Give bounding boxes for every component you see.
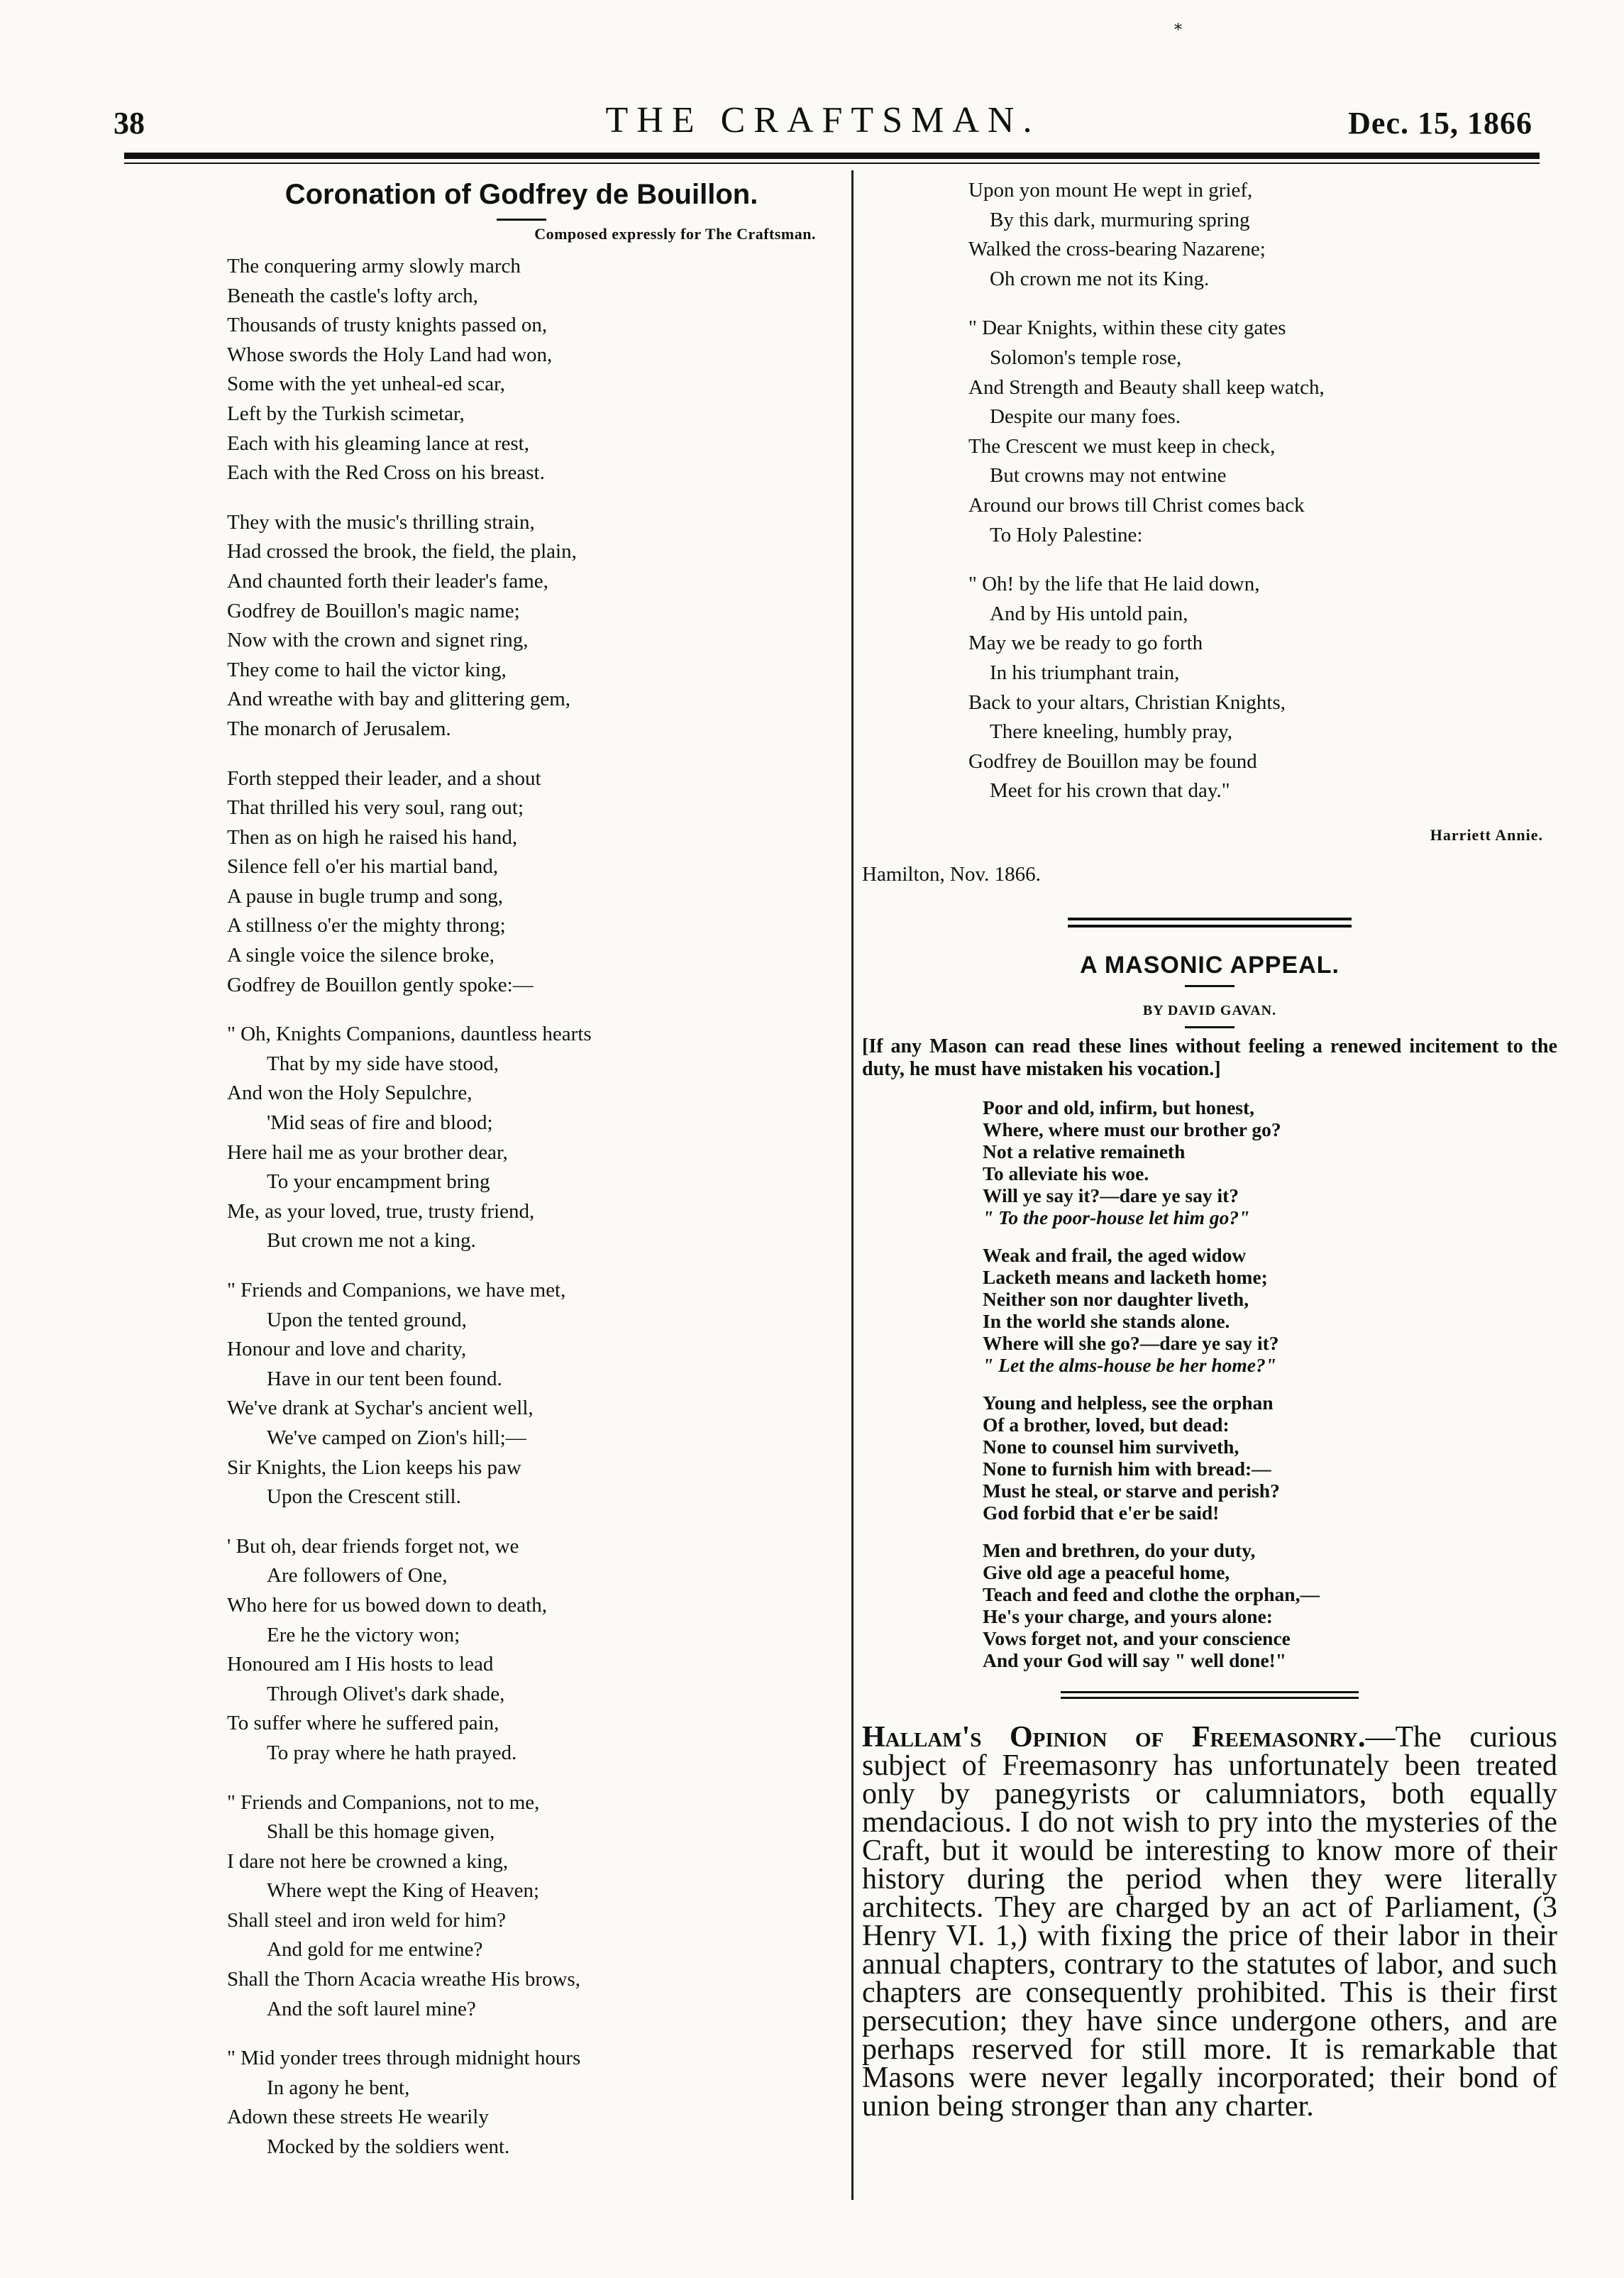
verse-line: But crowns may not entwine	[990, 464, 1227, 488]
verse-line: Me, as your loved, true, trusty friend,	[227, 1199, 535, 1223]
verse-line: " Oh! by the life that He laid down,	[968, 573, 1260, 596]
verse-line: Godfrey de Bouillon's magic name;	[227, 599, 520, 622]
verse-line: And the soft laurel mine?	[267, 1997, 476, 2020]
verse-line: Will ye say it?—dare ye say it?	[983, 1184, 1239, 1206]
verse-line: The conquering army slowly march	[227, 255, 521, 277]
page-header	[114, 99, 1532, 149]
verse-line: Godfrey de Bouillon gently spoke:—	[227, 973, 534, 996]
verse-line: To suffer where he suffered pain,	[227, 1712, 499, 1735]
verse-line: A stillness o'er the mighty throng;	[227, 914, 506, 937]
stanza	[983, 1539, 1557, 1671]
verse-line: Honour and love and charity,	[227, 1338, 467, 1361]
verse-line: A single voice the silence broke,	[227, 944, 495, 967]
stanza	[968, 314, 1557, 550]
hallam-heading: Hallam's Opinion of Freemasonry.	[862, 1720, 1366, 1754]
verse-line: But crown me not a king.	[267, 1229, 476, 1253]
stanza	[983, 1096, 1557, 1228]
verse-line: " Dear Knights, within these city gates	[968, 317, 1286, 340]
verse-line: Not a relative remaineth	[983, 1140, 1186, 1162]
verse-line: Silence fell o'er his martial band,	[227, 855, 499, 879]
verse-line: That by my side have stood,	[267, 1052, 499, 1075]
verse-line: A pause in bugle trump and song,	[227, 884, 504, 908]
verse-line: Shall be this homage given,	[267, 1820, 495, 1844]
section-divider	[1068, 918, 1352, 928]
hallam-text: —The curious subject of Freemasonry has unfortunately been treated only by panegyrists or calumniators, both equally mendacious. I do not wish to pry into the mysteries of the Craft, but it would be interesting to know more of their history during the period when they were literally architects. They are charged by an act of Parliament, (3 Henry VI. 1,) with fixing the price of their labor in their annual chapters, contrary to the statutes of labor, and such chapters are consequently prohibited. This is their first persecution; they have since undergone others, and are perhaps reserved for still more. It is remarkable that Masons were never legally incorporated; their bond of union being stronger than any charter.	[862, 1720, 1557, 2123]
verse-line: Teach and feed and clothe the orphan,—	[983, 1583, 1320, 1605]
stanza	[968, 176, 1557, 294]
verse-line: Who here for us bowed down to death,	[227, 1593, 547, 1617]
verse-line: Must he steal, or starve and perish?	[983, 1479, 1280, 1502]
verse-line: Had crossed the brook, the field, the plain,	[227, 540, 577, 563]
verse-line: Of a brother, loved, but dead:	[983, 1413, 1230, 1436]
verse-line: Young and helpless, see the orphan	[983, 1391, 1274, 1414]
verse-line: To Holy Palestine:	[990, 523, 1143, 546]
verse-line: Neither son nor daughter liveth,	[983, 1287, 1249, 1310]
verse-line: Oh crown me not its King.	[990, 267, 1210, 290]
verse-line: Sir Knights, the Lion keeps his paw	[227, 1456, 521, 1479]
verse-line: Each with his gleaming lance at rest,	[227, 431, 529, 455]
byline-rule	[1185, 1026, 1234, 1028]
column-divider	[851, 170, 854, 2200]
verse-line: " To the poor-house let him go?"	[983, 1206, 1250, 1228]
verse-line: In the world she stands alone.	[983, 1309, 1230, 1332]
verse-line: Whose swords the Holy Land had won,	[227, 343, 553, 366]
verse-line: Left by the Turkish scimetar,	[227, 402, 465, 425]
verse-line: 'Mid seas of fire and blood;	[267, 1111, 493, 1135]
verse-line: Upon yon mount He wept in grief,	[968, 179, 1253, 202]
verse-line: To pray where he hath prayed.	[267, 1741, 517, 1764]
verse-line: May we be ready to go forth	[968, 632, 1203, 655]
verse-line: Some with the yet unheal-ed scar,	[227, 373, 505, 396]
verse-line: Thousands of trusty knights passed on,	[227, 314, 548, 337]
verse-line: None to counsel him surviveth,	[983, 1435, 1239, 1458]
verse-line: To your encampment bring	[267, 1170, 490, 1194]
verse-line: Upon the tented ground,	[267, 1308, 467, 1331]
verse-line: Vows forget not, and your conscience	[983, 1627, 1291, 1649]
appeal-intro: [If any Mason can read these lines without feeling a renewed incitement to the duty, he must have mistaken his vocation.]	[862, 1035, 1557, 1080]
verse-line: And your God will say " well done!"	[983, 1649, 1287, 1671]
poem-author: Harriett Annie.	[1430, 825, 1543, 844]
verse-line: Mocked by the soldiers went.	[267, 2135, 510, 2159]
stray-mark: ⁎	[1174, 16, 1182, 33]
verse-line: He's your charge, and yours alone:	[983, 1605, 1273, 1627]
verse-line: Where will she go?—dare ye say it?	[983, 1331, 1279, 1354]
verse-line: Through Olivet's dark shade,	[267, 1682, 505, 1705]
verse-line: Where wept the King of Heaven;	[267, 1879, 540, 1903]
verse-line: Then as on high he raised his hand,	[227, 825, 518, 849]
verse-line: We've camped on Zion's hill;—	[267, 1426, 526, 1449]
verse-line: Despite our many foes.	[990, 405, 1181, 429]
poem-title: Coronation of Godfrey de Bouillon.	[285, 179, 758, 210]
verse-line: I dare not here be crowned a king,	[227, 1849, 509, 1873]
verse-line: God forbid that e'er be said!	[983, 1501, 1220, 1524]
appeal-byline: BY DAVID GAVAN.	[1142, 1002, 1277, 1018]
poem-continuation	[862, 176, 1557, 806]
section-divider-2	[1061, 1691, 1359, 1699]
verse-line: Shall steel and iron weld for him?	[227, 1908, 507, 1932]
verse-line: " Let the alms-house be her home?"	[983, 1353, 1277, 1376]
appeal-title: A MASONIC APPEAL.	[1080, 951, 1339, 979]
stanza	[227, 252, 816, 488]
verse-line: Solomon's temple rose,	[990, 346, 1182, 369]
publication-title: THE CRAFTSMAN.	[605, 100, 1041, 141]
page-number: 38	[114, 106, 145, 141]
verse-line: And by His untold pain,	[990, 602, 1188, 625]
verse-line: Around our brows till Christ comes back	[968, 493, 1305, 517]
verse-line: Have in our tent been found.	[267, 1367, 502, 1390]
verse-line: Give old age a peaceful home,	[983, 1561, 1230, 1583]
verse-line: In agony he bent,	[267, 2076, 410, 2099]
verse-line: " Mid yonder trees through midnight hours	[227, 2047, 581, 2070]
verse-line: There kneeling, humbly pray,	[990, 720, 1232, 744]
stanza	[983, 1392, 1557, 1524]
verse-line: " Oh, Knights Companions, dauntless hearts	[227, 1023, 592, 1046]
left-column	[227, 176, 816, 2182]
header-rule-thin	[124, 163, 1540, 164]
verse-line: We've drank at Sychar's ancient well,	[227, 1397, 534, 1420]
verse-line: Upon the Crescent still.	[267, 1485, 461, 1509]
verse-line: Ere he the victory won;	[267, 1623, 460, 1646]
stanza	[227, 1532, 816, 1768]
verse-line: None to furnish him with bread:—	[983, 1457, 1271, 1480]
header-rule	[124, 153, 1540, 159]
verse-line: And gold for me entwine?	[267, 1938, 483, 1961]
title-rule	[497, 219, 546, 221]
verse-line: They with the music's thrilling strain,	[227, 510, 535, 534]
verse-line: In his triumphant train,	[990, 661, 1180, 684]
verse-line: Meet for his crown that day."	[990, 779, 1230, 803]
verse-line: And won the Holy Sepulchre,	[227, 1082, 473, 1105]
hallam-paragraph	[862, 1720, 1557, 2123]
verse-line: By this dark, murmuring spring	[990, 208, 1250, 231]
verse-line: And chaunted forth their leader's fame,	[227, 569, 548, 593]
stanza	[968, 570, 1557, 806]
verse-line: Poor and old, infirm, but honest,	[983, 1096, 1255, 1118]
verse-line: Lacketh means and lacketh home;	[983, 1265, 1268, 1288]
verse-line: And wreathe with bay and glittering gem,	[227, 688, 571, 711]
poem-body	[227, 252, 816, 2162]
verse-line: Are followers of One,	[267, 1564, 448, 1588]
verse-line: Back to your altars, Christian Knights,	[968, 690, 1286, 714]
issue-date: Dec. 15, 1866	[1348, 106, 1532, 141]
composed-note: Composed expressly for The Craftsman.	[534, 225, 816, 243]
verse-line: " Friends and Companions, not to me,	[227, 1790, 540, 1814]
verse-line: Now with the crown and signet ring,	[227, 629, 529, 652]
verse-line: Each with the Red Cross on his breast.	[227, 461, 545, 485]
stanza	[227, 1276, 816, 1512]
verse-line: And Strength and Beauty shall keep watch,	[968, 375, 1325, 399]
stanza	[227, 764, 816, 1001]
verse-line: The Crescent we must keep in check,	[968, 434, 1276, 458]
verse-line: Honoured am I His hosts to lead	[227, 1653, 494, 1676]
stanza	[227, 1020, 816, 1256]
verse-line: They come to hail the victor king,	[227, 658, 507, 681]
verse-line: Walked the cross-bearing Nazarene;	[968, 238, 1266, 261]
stanza	[983, 1244, 1557, 1376]
poem-place-date: Hamilton, Nov. 1866.	[862, 862, 1041, 886]
verse-line: That thrilled his very soul, rang out;	[227, 796, 524, 820]
verse-line: Adown these streets He wearily	[227, 2106, 489, 2129]
verse-line: Shall the Thorn Acacia wreathe His brows,	[227, 1968, 580, 1991]
stanza	[227, 508, 816, 744]
verse-line: ' But oh, dear friends forget not, we	[227, 1534, 519, 1558]
stanza	[227, 2044, 816, 2162]
verse-line: Forth stepped their leader, and a shout	[227, 766, 541, 790]
right-column	[862, 176, 1557, 2123]
verse-line: " Friends and Companions, we have met,	[227, 1279, 566, 1302]
verse-line: To alleviate his woe.	[983, 1162, 1149, 1184]
verse-line: Godfrey de Bouillon may be found	[968, 749, 1257, 773]
appeal-verses	[862, 1096, 1557, 1671]
appeal-title-rule	[1185, 985, 1234, 987]
verse-line: Men and brethren, do your duty,	[983, 1539, 1256, 1561]
verse-line: Here hail me as your brother dear,	[227, 1140, 508, 1164]
verse-line: The monarch of Jerusalem.	[227, 717, 451, 740]
verse-line: Weak and frail, the aged widow	[983, 1243, 1247, 1266]
verse-line: Where, where must our brother go?	[983, 1118, 1281, 1140]
verse-line: Beneath the castle's lofty arch,	[227, 284, 478, 307]
stanza	[227, 1788, 816, 2025]
